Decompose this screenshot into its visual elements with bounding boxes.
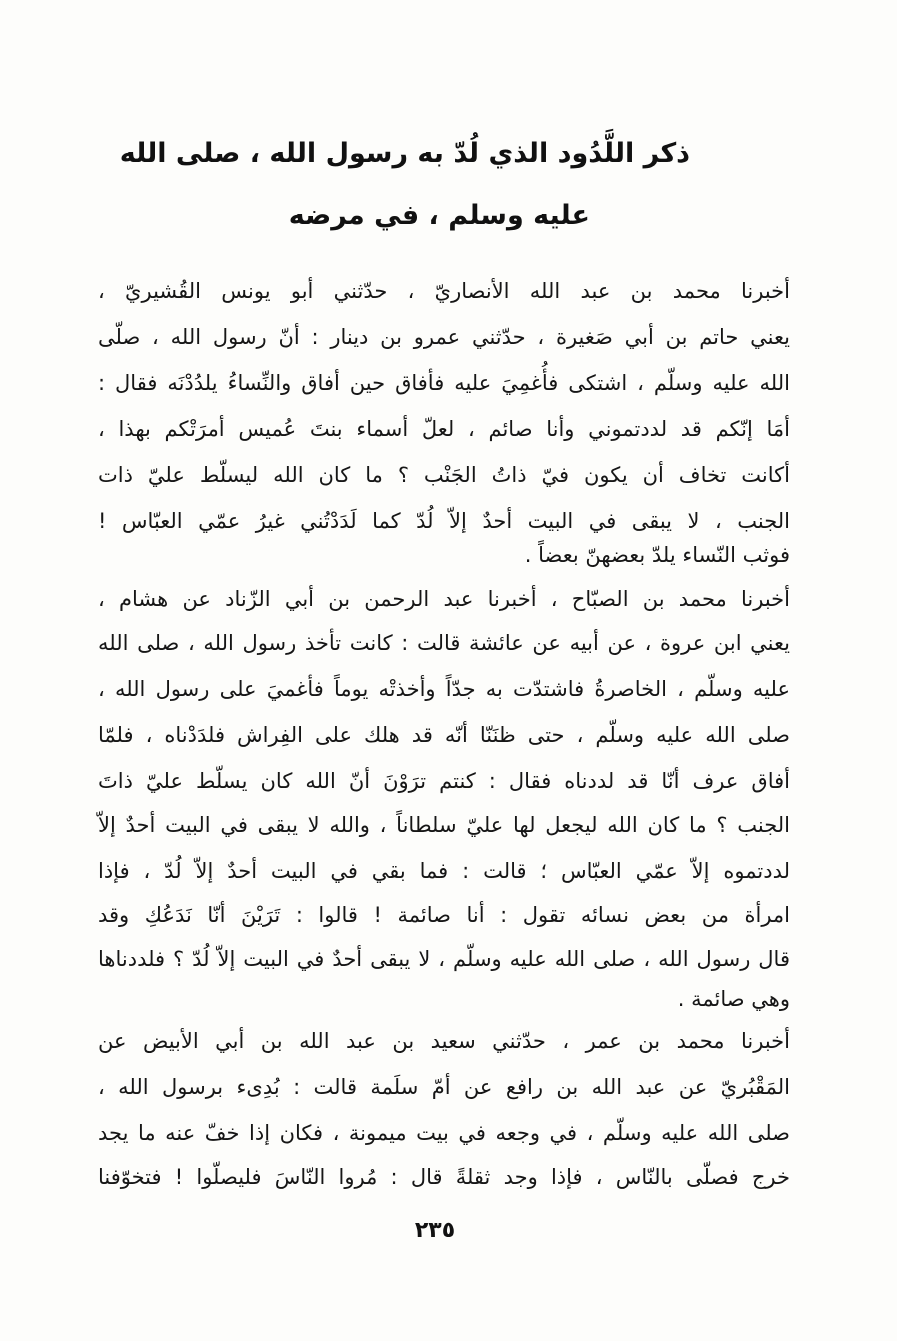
text-line: الجنب ، لا يبقى في البيت أحدٌ إلاّ لُدّ كما لَدَدْتُني غيرُ عمّي العبّاس !	[98, 509, 790, 533]
page-number: ٢٣٥	[414, 1218, 456, 1243]
text-line: المَقْبُريّ عن عبد الله بن رافع عن أمّ سلَمة قالت : بُدِىء برسول الله ،	[98, 1075, 790, 1099]
text-line: امرأة من بعض نسائه تقول : أنا صائمة ! قالوا : تَرَيْنَ أنّا نَدَعُكِ وقد	[98, 903, 790, 927]
chapter-title-line-2: عليه وسلم ، في مرضه	[288, 200, 590, 231]
text-line: أمَا إنّكم قد لددتموني وأنا صائم ، لعلّ أسماء بنتَ عُميس أمرَتْكم بهذا ،	[98, 417, 790, 441]
text-line: عليه وسلّم ، الخاصرةُ فاشتدّت به جدّاً وأخذتْه يوماً فأغميَ على رسول الله ،	[98, 677, 790, 701]
text-line: فوثب النّساء يلدّ بعضهنّ بعضاً .	[524, 543, 790, 567]
text-line: صلى الله عليه وسلّم ، حتى ظنَنّا أنّه قد هلك على الفِراش فلدَدْناه ، فلمّا	[98, 723, 790, 747]
text-line: أخبرنا محمد بن عبد الله الأنصاريّ ، حدّثني أبو يونس القُشيريّ ،	[98, 279, 790, 303]
text-line: أخبرنا محمد بن الصبّاح ، أخبرنا عبد الرحمن بن أبي الزّناد عن هشام ،	[98, 587, 790, 611]
chapter-title-line-1: ذكر اللَّدُود الذي لُدّ به رسول الله ، صلى الله	[119, 138, 690, 169]
text-line: صلى الله عليه وسلّم ، في وجعه في بيت ميمونة ، فكان إذا خفّ عنه ما يجد	[98, 1121, 790, 1145]
text-line: أكانت تخاف أن يكون فيّ ذاتُ الجَنْب ؟ ما كان الله ليسلّط عليّ ذات	[98, 463, 790, 487]
text-line: قال رسول الله ، صلى الله عليه وسلّم ، لا يبقى أحدٌ في البيت إلاّ لُدّ ؟ فلددناها	[98, 947, 790, 971]
text-line: يعني ابن عروة ، عن أبيه عن عائشة قالت : كانت تأخذ رسول الله ، صلى الله	[98, 631, 790, 655]
text-line: أفاق عرف أنّا قد لددناه فقال : كنتم ترَوْنَ أنّ الله كان يسلّط عليّ ذاتَ	[98, 769, 790, 793]
text-line: وهي صائمة .	[677, 987, 790, 1011]
text-line: أخبرنا محمد بن عمر ، حدّثني سعيد بن عبد الله بن أبي الأبيض عن	[98, 1029, 790, 1053]
text-line: الله عليه وسلّم ، اشتكى فأُغمِيَ عليه فأفاق حين أفاق والنِّساءُ يلدُدْنَه فقال :	[98, 371, 790, 395]
text-line: الجنب ؟ ما كان الله ليجعل لها عليّ سلطاناً ، والله لا يبقى في البيت أحدٌ إلاّ	[98, 813, 790, 837]
text-line: خرج فصلّى بالنّاس ، فإذا وجد ثقلةً قال : مُروا النّاسَ فليصلّوا ! فتخوّفنا	[98, 1165, 790, 1189]
text-line: يعني حاتم بن أبي صَغيرة ، حدّثني عمرو بن دينار : أنّ رسول الله ، صلّى	[98, 325, 790, 349]
text-line: لددتموه إلاّ عمّي العبّاس ؛ قالت : فما بقي في البيت أحدٌ إلاّ لُدّ ، فإذا	[98, 859, 790, 883]
